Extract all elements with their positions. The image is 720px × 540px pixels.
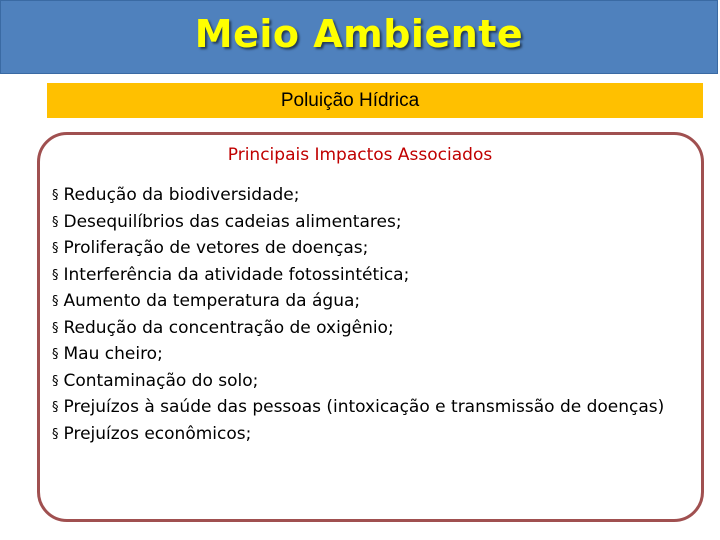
section-heading: Principais Impactos Associados — [227, 145, 493, 165]
impact-text: Interferência da atividade fotossintética; — [63, 264, 410, 285]
list-item — [52, 395, 672, 422]
bullet-icon: § — [52, 267, 59, 283]
impact-text: Desequilíbrios das cadeias alimentares; — [63, 211, 402, 232]
title-banner — [0, 0, 718, 74]
impact-text: Redução da biodiversidade; — [63, 185, 300, 205]
list-item — [52, 263, 672, 290]
impact-list — [52, 183, 672, 448]
impact-text: Prejuízos à saúde das pessoas (intoxicação e transmissão de doenças) — [63, 397, 665, 417]
list-item — [52, 316, 672, 343]
impact-text: Aumento da temperatura da água; — [63, 291, 361, 311]
bullet-icon: § — [52, 373, 59, 389]
list-item — [52, 210, 672, 237]
slide-title: Meio Ambiente — [194, 12, 524, 56]
list-item — [52, 236, 672, 263]
bullet-icon: § — [52, 347, 59, 362]
impact-text: Contaminação do solo; — [63, 370, 259, 391]
impact-text: Prejuízos econômicos; — [63, 423, 252, 444]
bullet-icon: § — [52, 241, 59, 256]
subtitle-banner — [47, 83, 703, 118]
impact-text: Mau cheiro; — [63, 344, 163, 364]
bullet-icon: § — [52, 294, 59, 309]
impact-text: Redução da concentração de oxigênio; — [63, 317, 394, 338]
impact-text: Proliferação de vetores de doenças; — [63, 238, 369, 258]
list-item — [52, 342, 672, 369]
bullet-icon: § — [52, 320, 59, 336]
bullet-icon: § — [52, 214, 59, 230]
list-item — [52, 289, 672, 316]
bullet-icon: § — [52, 400, 59, 415]
list-item — [52, 369, 672, 396]
list-item — [52, 422, 672, 449]
list-item — [52, 183, 672, 210]
bullet-icon: § — [52, 426, 59, 442]
slide-subtitle: Poluição Hídrica — [280, 89, 420, 111]
bullet-icon: § — [52, 188, 59, 203]
